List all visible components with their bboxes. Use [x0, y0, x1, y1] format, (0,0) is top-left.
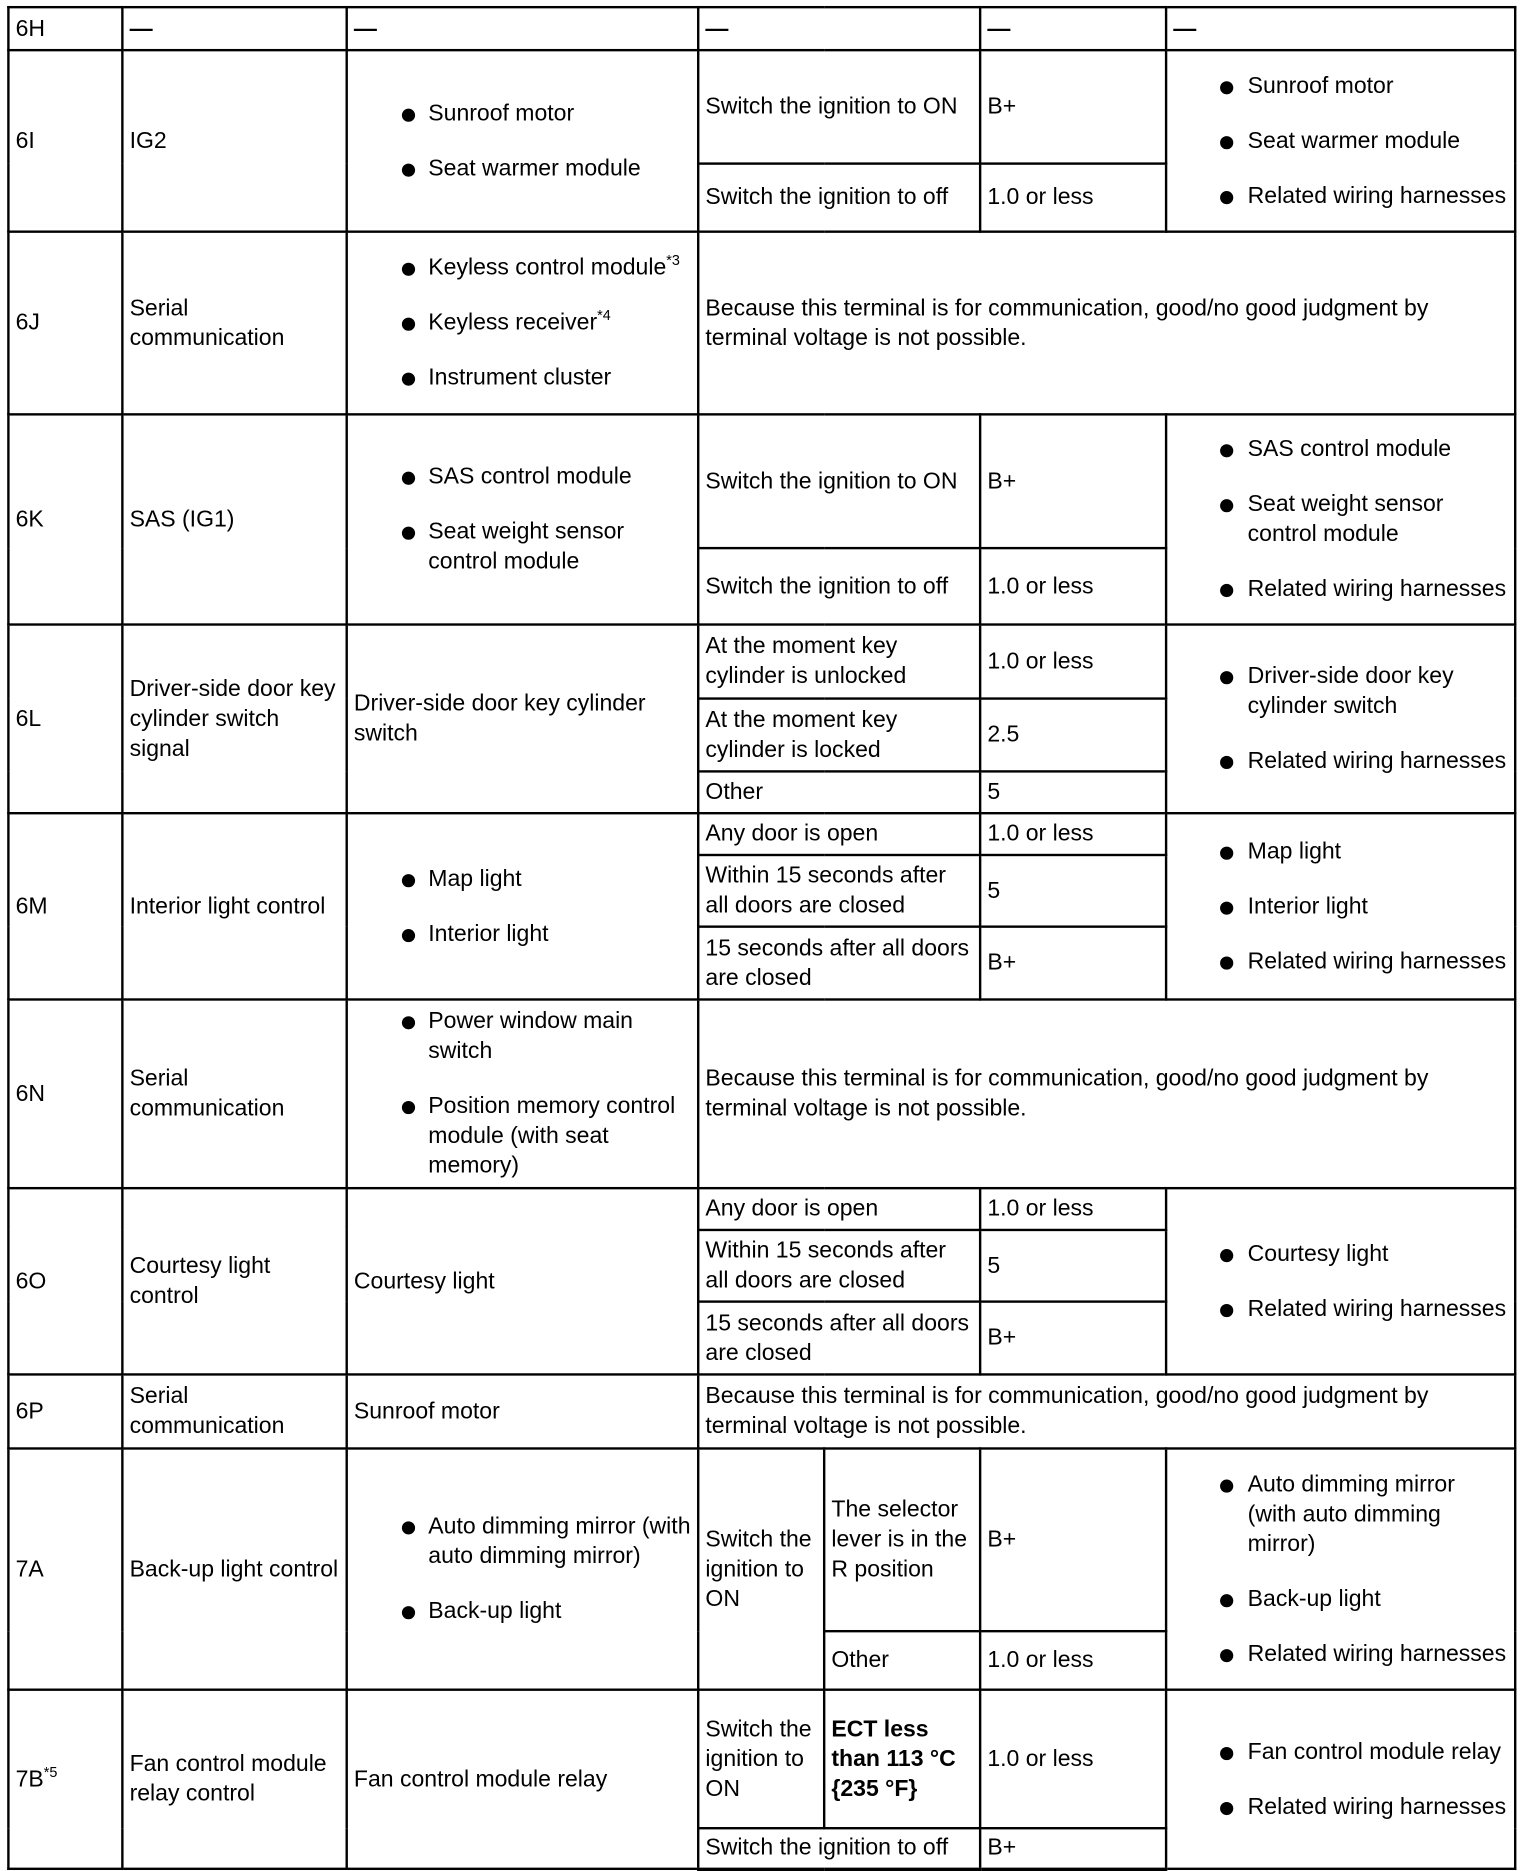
voltage-cell: B+: [980, 414, 1166, 548]
table-row: [8, 1448, 1515, 1631]
voltage-cell: 1.0 or less: [980, 164, 1166, 232]
voltage-cell: 1.0 or less: [980, 1188, 1166, 1230]
list-item: Keyless receiver$^{*4}$: [354, 308, 692, 338]
terminal-voltage-table: [7, 6, 1516, 1871]
terminal-cell: 6H: [8, 7, 122, 50]
voltage-cell: B+: [980, 1828, 1166, 1869]
signal-cell: Serial communication: [122, 999, 346, 1188]
list-item: Seat warmer module: [354, 153, 692, 183]
signal-cell: Serial communication: [122, 1374, 346, 1448]
condition-cell: Any door is open: [698, 1188, 980, 1230]
table-row: [8, 625, 1515, 699]
condition-cell: Within 15 seconds after all doors are closed: [698, 1230, 980, 1302]
voltage-cell: 1.0 or less: [980, 1631, 1166, 1690]
connected-to-cell: Sunroof motor: [347, 1374, 699, 1448]
voltage-cell: 1.0 or less: [980, 548, 1166, 624]
list-item: Map light: [1173, 836, 1509, 866]
voltage-cell: —: [980, 7, 1166, 50]
table-row: [8, 999, 1515, 1188]
condition-cell: Within 15 seconds after all doors are closed: [698, 855, 980, 927]
table-row: [8, 813, 1515, 855]
voltage-cell: 5: [980, 855, 1166, 927]
list-item: Power window main switch: [354, 1007, 692, 1067]
list-item: Seat weight sensor control module: [1173, 490, 1509, 550]
inspection-cell: [1166, 414, 1515, 624]
condition-cell: At the moment key cylinder is unlocked: [698, 625, 980, 699]
condition-cell: Switch the ignition to off: [698, 548, 980, 624]
communication-note: Because this terminal is for communication, good/no good judgment by terminal voltage is not possible.: [698, 232, 1515, 415]
terminal-cell: 6I: [8, 50, 122, 232]
list-item: Related wiring harnesses: [1173, 746, 1509, 776]
table-row: [8, 50, 1515, 163]
condition-cell: Switch the ignition to ON: [698, 414, 980, 548]
voltage-cell: 5: [980, 771, 1166, 813]
list-item: Position memory control module (with seat memory): [354, 1091, 692, 1181]
condition-cell: Other: [698, 771, 980, 813]
list-item: Map light: [354, 864, 692, 894]
inspection-cell: [1166, 625, 1515, 814]
list-item: SAS control module: [1173, 435, 1509, 465]
condition-group-cell: Switch the ignition to ON: [698, 1448, 824, 1689]
voltage-cell: B+: [980, 50, 1166, 163]
list-item: Driver-side door key cylinder switch: [1173, 662, 1509, 722]
condition-cell: 15 seconds after all doors are closed: [698, 1302, 980, 1375]
connected-to-cell: Fan control module relay: [347, 1690, 699, 1869]
connected-to-cell: Courtesy light: [347, 1188, 699, 1374]
voltage-cell: B+: [980, 1448, 1166, 1631]
list-item: Back-up light: [1173, 1584, 1509, 1614]
condition-cell: 15 seconds after all doors are closed: [698, 927, 980, 1000]
list-item: Sunroof motor: [1173, 71, 1509, 101]
communication-note: Because this terminal is for communication, good/no good judgment by terminal voltage is not possible.: [698, 1374, 1515, 1448]
list-item: Related wiring harnesses: [1173, 946, 1509, 976]
connected-to-cell: [347, 813, 699, 999]
voltage-cell: B+: [980, 927, 1166, 1000]
connected-to-cell: [347, 50, 699, 232]
condition-cell: —: [698, 7, 980, 50]
connected-to-cell: [347, 1448, 699, 1689]
list-item: Courtesy light: [1173, 1239, 1509, 1269]
terminal-cell: 6P: [8, 1374, 122, 1448]
inspection-cell: —: [1166, 7, 1515, 50]
condition-cell: Switch the ignition to off: [698, 164, 980, 232]
terminal-cell: 6N: [8, 999, 122, 1188]
terminal-cell: 6K: [8, 414, 122, 624]
list-item: Related wiring harnesses: [1173, 1639, 1509, 1669]
list-item: Seat weight sensor control module: [354, 517, 692, 577]
list-item: Keyless control module$^{*3}$: [354, 253, 692, 283]
list-item: Related wiring harnesses: [1173, 181, 1509, 211]
condition-cell: Any door is open: [698, 813, 980, 855]
inspection-cell: [1166, 1188, 1515, 1374]
condition-cell: ECT less than 113 °C {235 °F}: [824, 1690, 980, 1829]
terminal-cell: 6J: [8, 232, 122, 415]
connected-to-cell: [347, 232, 699, 415]
signal-cell: Fan control module relay control: [122, 1690, 346, 1869]
table-row: [8, 7, 1515, 50]
voltage-cell: 1.0 or less: [980, 1690, 1166, 1829]
list-item: Related wiring harnesses: [1173, 1792, 1509, 1822]
condition-cell: Switch the ignition to off: [698, 1828, 980, 1869]
condition-cell: At the moment key cylinder is locked: [698, 699, 980, 772]
voltage-cell: 1.0 or less: [980, 813, 1166, 855]
condition-cell: Other: [824, 1631, 980, 1690]
terminal-cell: 6O: [8, 1188, 122, 1374]
list-item: Auto dimming mirror (with auto dimming mirror): [354, 1512, 692, 1572]
list-item: Related wiring harnesses: [1173, 1294, 1509, 1324]
connected-to-cell: —: [347, 7, 699, 50]
signal-cell: Interior light control: [122, 813, 346, 999]
inspection-cell: [1166, 813, 1515, 999]
connected-to-cell: [347, 414, 699, 624]
voltage-cell: 1.0 or less: [980, 625, 1166, 699]
terminal-cell: 6L: [8, 625, 122, 814]
connected-to-cell: Driver-side door key cylinder switch: [347, 625, 699, 814]
signal-cell: SAS (IG1): [122, 414, 346, 624]
voltage-cell: B+: [980, 1302, 1166, 1375]
table-row: [8, 1188, 1515, 1230]
list-item: Interior light: [1173, 891, 1509, 921]
terminal-cell: 7A: [8, 1448, 122, 1689]
table-row: [8, 1690, 1515, 1829]
communication-note: Because this terminal is for communication, good/no good judgment by terminal voltage is not possible.: [698, 999, 1515, 1188]
terminal-cell: 6M: [8, 813, 122, 999]
connected-to-cell: [347, 999, 699, 1188]
table-row: [8, 1374, 1515, 1448]
signal-cell: Back-up light control: [122, 1448, 346, 1689]
table-row: [8, 414, 1515, 548]
signal-cell: Courtesy light control: [122, 1188, 346, 1374]
signal-cell: —: [122, 7, 346, 50]
condition-group-cell: Switch the ignition to ON: [698, 1690, 824, 1829]
list-item: Instrument cluster: [354, 363, 692, 393]
list-item: Back-up light: [354, 1597, 692, 1627]
list-item: Related wiring harnesses: [1173, 574, 1509, 604]
list-item: SAS control module: [354, 462, 692, 492]
signal-cell: Driver-side door key cylinder switch signal: [122, 625, 346, 814]
list-item: Interior light: [354, 919, 692, 949]
inspection-cell: [1166, 1448, 1515, 1689]
inspection-cell: [1166, 50, 1515, 232]
voltage-cell: 2.5: [980, 699, 1166, 772]
list-item: Auto dimming mirror (with auto dimming mirror): [1173, 1469, 1509, 1559]
signal-cell: IG2: [122, 50, 346, 232]
list-item: Fan control module relay: [1173, 1737, 1509, 1767]
condition-cell: The selector lever is in the R position: [824, 1448, 980, 1631]
voltage-cell: 5: [980, 1230, 1166, 1302]
signal-cell: Serial communication: [122, 232, 346, 415]
terminal-cell: $7B^{*5}$: [8, 1690, 122, 1869]
list-item: Seat warmer module: [1173, 126, 1509, 156]
list-item: Sunroof motor: [354, 99, 692, 129]
inspection-cell: [1166, 1690, 1515, 1869]
table-row: [8, 232, 1515, 415]
condition-cell: Switch the ignition to ON: [698, 50, 980, 163]
